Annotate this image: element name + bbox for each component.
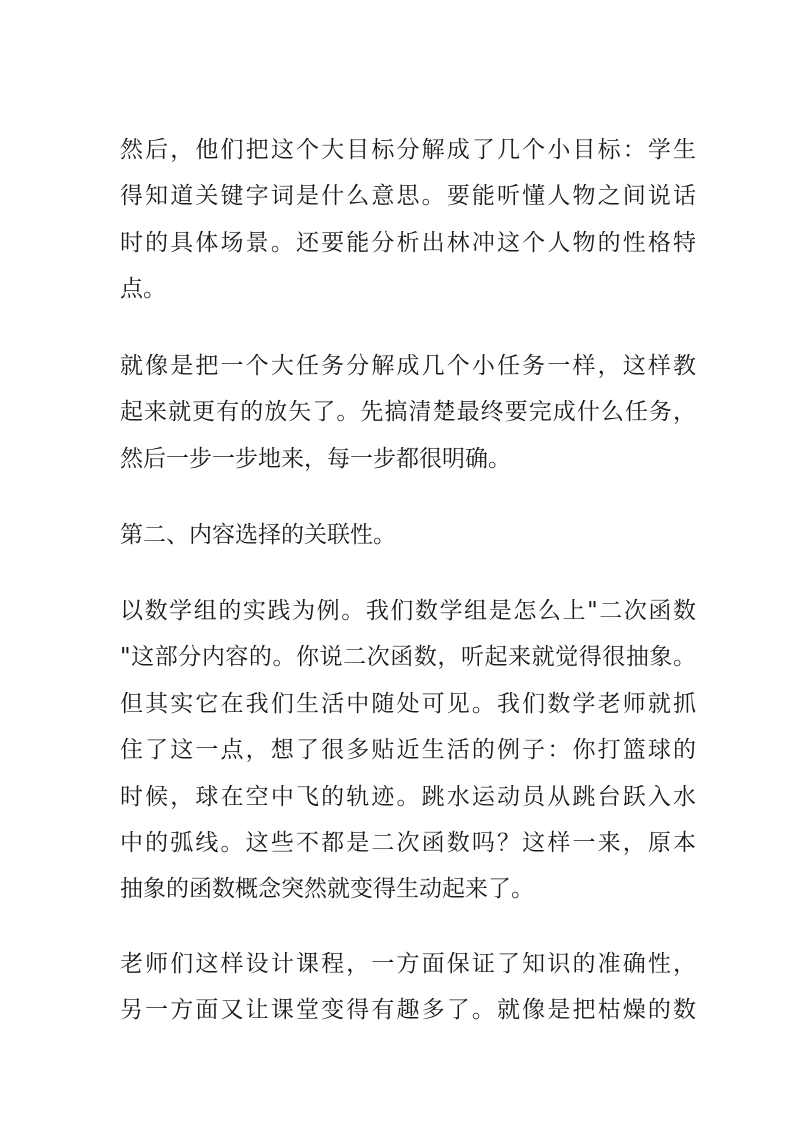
- heading-line: 第二、内容选择的关联性。: [120, 522, 396, 548]
- text-line: 但其实它在我们生活中随处可见。我们数学老师就抓: [120, 690, 696, 717]
- section-heading: [120, 512, 696, 558]
- text-line: 以数学组的实践为例。我们数学组是怎么上"二次函数: [120, 598, 696, 624]
- text-line: 时的具体场景。还要能分析出林冲这个人物的性格特: [120, 229, 696, 256]
- text-line: "这部分内容的。你说二次函数，听起来就觉得很抽象。: [120, 644, 696, 671]
- paragraph-goal-breakdown: [120, 127, 696, 313]
- paragraph-math-example: [120, 588, 696, 913]
- text-line: 点。: [120, 276, 166, 303]
- text-line: 抽象的函数概念突然就变得生动起来了。: [120, 876, 534, 903]
- text-line: 时候，球在空中飞的轨迹。跳水运动员从跳台跃入水: [120, 783, 696, 810]
- paragraph-task-analogy: [120, 343, 696, 482]
- text-line: 老师们这样设计课程，一方面保证了知识的准确性，: [120, 951, 696, 977]
- text-line: 另一方面又让课堂变得有趣多了。就像是把枯燥的数: [120, 997, 696, 1024]
- text-line: 住了这一点，想了很多贴近生活的例子：你打篮球的: [120, 737, 696, 764]
- text-line: 得知道关键字词是什么意思。要能听懂人物之间说话: [120, 183, 696, 210]
- text-line: 然后一步一步地来，每一步都很明确。: [120, 445, 511, 472]
- text-line: 然后，他们把这个大目标分解成了几个小目标：学生: [120, 137, 696, 163]
- text-line: 起来就更有的放矢了。先搞清楚最终要完成什么任务，: [120, 399, 696, 426]
- text-line: 就像是把一个大任务分解成几个小任务一样，这样教: [120, 353, 696, 379]
- text-line: 中的弧线。这些不都是二次函数吗？这样一来，原本: [120, 829, 696, 856]
- paragraph-course-design: [120, 941, 696, 1034]
